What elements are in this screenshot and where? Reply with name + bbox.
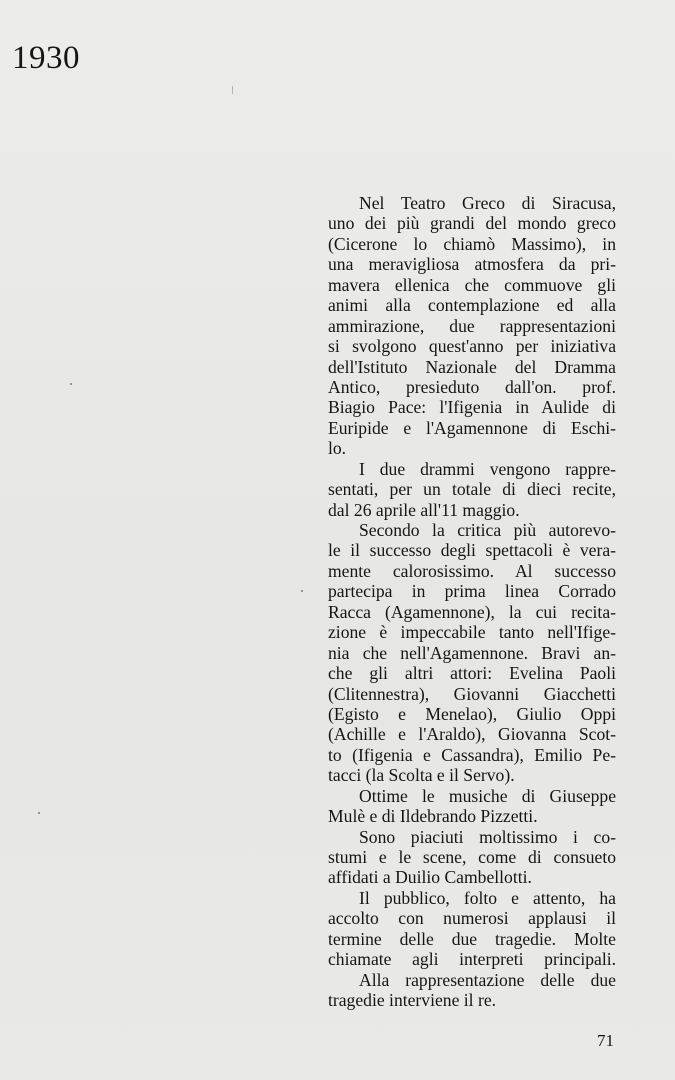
text-line: tragedie interviene il re. — [328, 990, 497, 1011]
text-line: Sono piaciuti moltissimo i co- — [359, 826, 616, 847]
text-line: zione è impeccabile tanto nell'Ifige- — [328, 622, 616, 643]
text-line: Racca (Agamennone), la cui recita- — [328, 601, 616, 622]
page-number: 71 — [597, 1031, 614, 1050]
text-line: tacci (la Scolta e il Servo). — [328, 765, 515, 786]
text-line: ammirazione, due rappresentazioni — [328, 315, 616, 336]
text-line: to (Ifigenia e Cassandra), Emilio Pe- — [328, 744, 616, 765]
paper-speck — [301, 590, 303, 592]
text-line: Ottime le musiche di Giuseppe — [359, 785, 616, 806]
text-line: (Achille e l'Araldo), Giovanna Scot- — [328, 724, 616, 745]
text-line: Biagio Pace: l'Ifigenia in Aulide di — [328, 397, 616, 418]
text-line: I due drammi vengono rappre- — [359, 458, 616, 479]
text-line: lo. — [328, 438, 347, 459]
text-line: Il pubblico, folto e attento, ha — [359, 887, 616, 908]
year-heading: 1930 — [12, 40, 80, 76]
text-line: Euripide e l'Agamennone di Eschi- — [328, 417, 616, 438]
text-line: dell'Istituto Nazionale del Dramma — [328, 356, 616, 377]
text-line: mente calorosissimo. Al successo — [328, 560, 616, 581]
article-body — [328, 193, 616, 1011]
text-line: Secondo la critica più autorevo- — [359, 520, 616, 540]
paper-speck — [38, 812, 40, 814]
text-line: dal 26 aprile all'11 maggio. — [328, 499, 520, 520]
text-line: Antico, presieduto dall'on. prof. — [328, 376, 616, 397]
text-line: nia che nell'Agamennone. Bravi an- — [328, 642, 616, 663]
text-line: affidati a Duilio Cambellotti. — [328, 867, 532, 888]
text-line: mavera ellenica che commuove gli — [328, 274, 616, 295]
text-line: sentati, per un totale di dieci recite, — [328, 479, 616, 500]
text-line: (Clitennestra), Giovanni Giacchetti — [328, 683, 616, 704]
text-line: accolto con numerosi applausi il — [328, 908, 616, 929]
text-line: Mulè e di Ildebrando Pizzetti. — [328, 806, 538, 827]
text-line: che gli altri attori: Evelina Paoli — [328, 663, 616, 684]
paper-speck — [70, 383, 72, 385]
text-line: (Cicerone lo chiamò Massimo), in — [328, 233, 616, 254]
text-line: si svolgono quest'anno per iniziativa — [328, 336, 616, 357]
text-line: Nel Teatro Greco di Siracusa, — [359, 193, 616, 213]
text-line: uno dei più grandi del mondo greco — [328, 213, 616, 234]
text-line: le il successo degli spettacoli è vera- — [328, 540, 616, 561]
text-line: termine delle due tragedie. Molte — [328, 928, 616, 949]
text-line: chiamate agli interpreti principali. — [328, 949, 616, 970]
text-line: animi alla contemplazione ed alla — [328, 295, 616, 316]
text-line: una meravigliosa atmosfera da pri- — [328, 254, 616, 275]
text-line: partecipa in prima linea Corrado — [328, 581, 616, 602]
text-line: (Egisto e Menelao), Giulio Oppi — [328, 703, 616, 724]
paper-speck — [232, 86, 233, 94]
text-line: Alla rappresentazione delle due — [359, 969, 616, 990]
text-line: stumi e le scene, come di consueto — [328, 847, 616, 867]
